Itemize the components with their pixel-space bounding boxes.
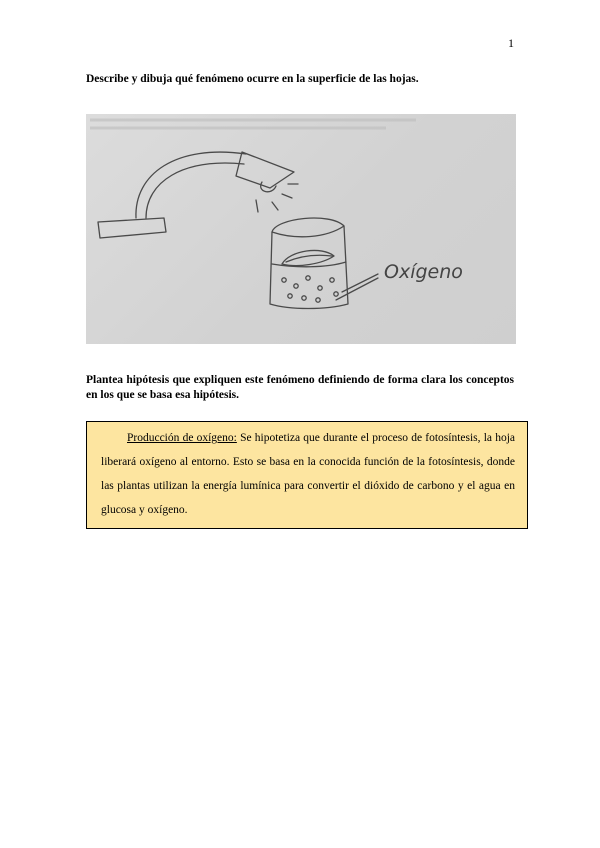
hand-drawing-photo — [86, 114, 516, 344]
lamp-base — [98, 218, 166, 238]
lamp-arm-outer — [136, 152, 246, 218]
lamp-and-jar-sketch — [86, 114, 516, 344]
hypothesis-lead: Producción de oxígeno: — [127, 432, 237, 444]
lamp-head — [236, 152, 294, 188]
hypothesis-body: Se hipotetiza que durante el proceso de fotosíntesis, la hoja liberará oxígeno al entorno. Esto se basa en la conocida función de la fotosíntesis, donde las plantas utilizan la energía lumínica para convertir el dióxido de carbono y el agua en glucosa y oxígeno. — [101, 432, 516, 516]
lamp-arm-inner — [146, 163, 244, 218]
leaf — [282, 250, 334, 265]
page-number: 1 — [508, 36, 514, 50]
hypothesis-box — [86, 421, 528, 529]
question-1: Describe y dibuja qué fenómeno ocurre en la superficie de las hojas. — [86, 73, 419, 85]
question-2: Plantea hipótesis que expliquen este fenómeno definiendo de forma clara los conceptos en los que se basa esa hipótesis. — [86, 374, 514, 401]
oxygen-label: Oxígeno — [384, 261, 463, 283]
